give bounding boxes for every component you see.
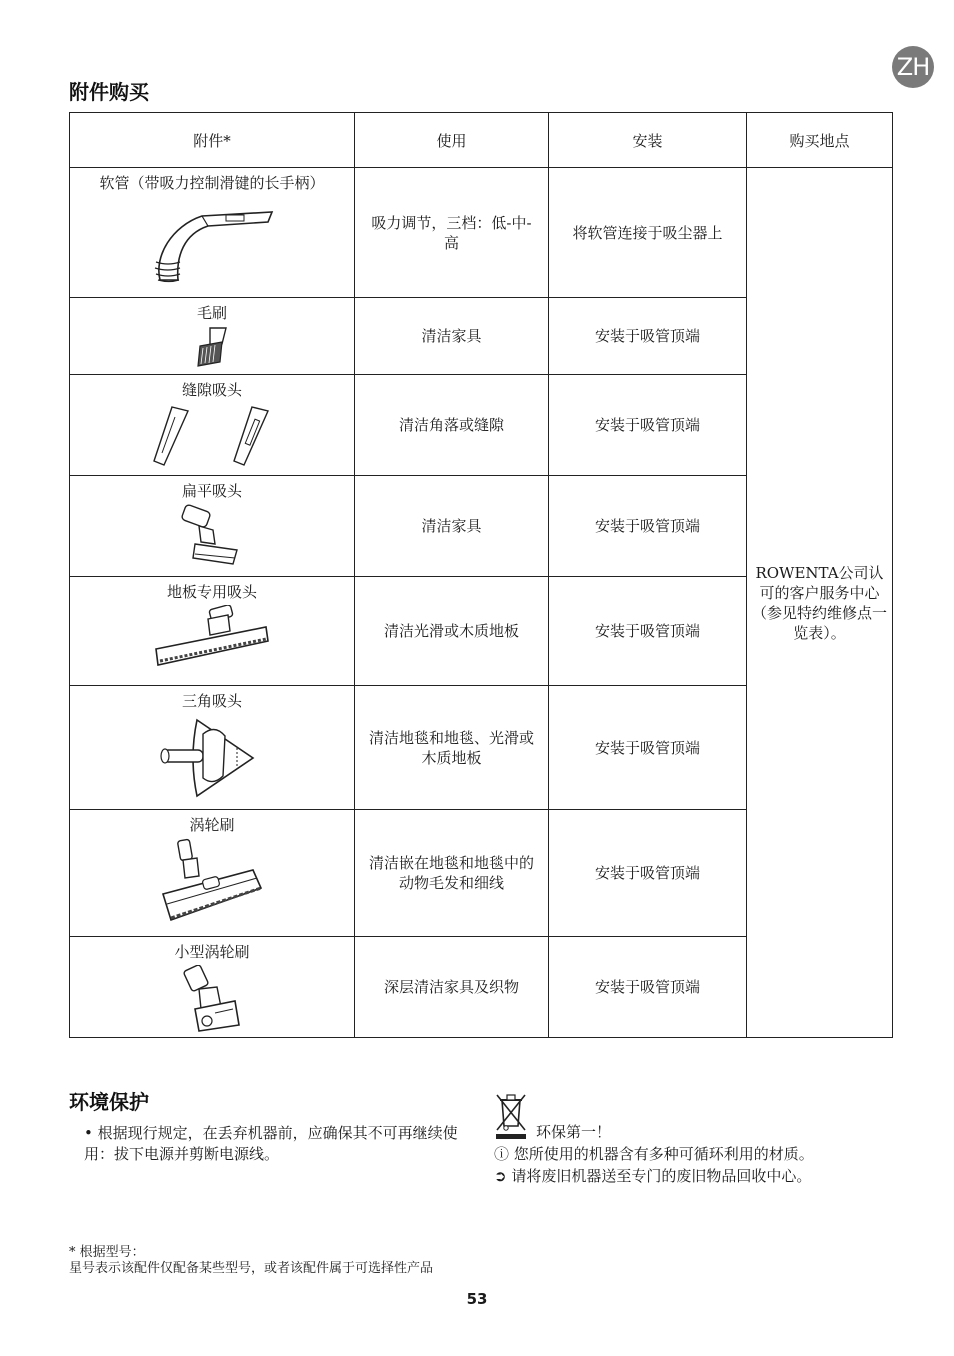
header-install: 安装 (549, 113, 747, 168)
install-cell: 安装于吸管顶端 (549, 686, 747, 810)
turbo-brush-icon (157, 838, 267, 928)
header-use: 使用 (355, 113, 549, 168)
accessory-name: 缝隙吸头 (181, 381, 242, 399)
use-cell: 清洁角落或缝隙 (355, 375, 549, 476)
use-cell: 清洁家具 (355, 298, 549, 375)
use-cell: 清洁地毯和地毯、光滑或木质地板 (355, 686, 549, 810)
accessory-name: 涡轮刷 (189, 816, 235, 834)
accessory-cell (70, 476, 355, 577)
crevice-tool-icon (142, 403, 282, 469)
footnote-line-1: * 根据型号： (69, 1245, 145, 1260)
footnote-line-2: 星号表示该配件仅配备某些型号，或者该配件属于可选择性产品 (69, 1261, 434, 1276)
accessory-cell (70, 810, 355, 937)
install-cell: 安装于吸管顶端 (549, 298, 747, 375)
use-cell: 清洁嵌在地毯和地毯中的动物毛发和细线 (355, 810, 549, 937)
accessory-name: 三角吸头 (181, 692, 242, 710)
buy-location-cell: ROWENTA公司认可的客户服务中心（参见特约维修点一览表）。 (747, 168, 893, 1038)
weee-crossed-bin-icon (494, 1092, 528, 1140)
header-buy-location: 购买地点 (747, 113, 893, 168)
table-header-row (70, 113, 893, 168)
use-cell: 清洁家具 (355, 476, 549, 577)
header-accessory: 附件* (70, 113, 355, 168)
page-number: 53 (466, 1290, 488, 1308)
language-badge: ZH (892, 46, 934, 88)
accessory-cell (70, 937, 355, 1038)
accessory-table (69, 112, 893, 1038)
arrow-right-icon: ➲ (494, 1167, 507, 1185)
footnote (69, 1245, 433, 1277)
install-cell: 将软管连接于吸尘器上 (549, 168, 747, 298)
environment-instruction: • 根据现行规定，在丢弃机器前，应确保其不可再继续使用：拔下电源并剪断电源线。 (84, 1124, 458, 1163)
recycling-center-line: ➲ 请将废旧机器送至专门的废旧物品回收中心。 (494, 1167, 812, 1185)
accessory-cell (70, 375, 355, 476)
accessory-name: 毛刷 (196, 304, 227, 322)
install-cell: 安装于吸管顶端 (549, 577, 747, 686)
accessory-cell (70, 298, 355, 375)
accessory-name: 扁平吸头 (181, 482, 242, 500)
accessory-name: 地板专用吸头 (166, 583, 257, 601)
use-cell: 清洁光滑或木质地板 (355, 577, 549, 686)
accessory-cell (70, 577, 355, 686)
accessory-cell (70, 168, 355, 298)
environment-headline: 环保第一！ (536, 1123, 612, 1141)
hose-with-handle-icon (142, 196, 282, 284)
info-icon: ⓘ (494, 1145, 510, 1163)
accessory-name: 软管（带吸力控制滑键的长手柄） (99, 174, 325, 192)
install-cell: 安装于吸管顶端 (549, 937, 747, 1038)
upholstery-nozzle-icon (177, 504, 247, 570)
parquet-brush-icon (150, 605, 274, 671)
environment-section-title: 环境保护 (69, 1090, 149, 1114)
dusting-brush-icon (192, 326, 232, 368)
install-cell: 安装于吸管顶端 (549, 476, 747, 577)
triangular-nozzle-icon (157, 714, 267, 800)
accessory-name: 小型涡轮刷 (174, 943, 250, 961)
accessory-section-title: 附件购买 (69, 80, 149, 104)
install-cell: 安装于吸管顶端 (549, 375, 747, 476)
accessory-cell (70, 686, 355, 810)
install-cell: 安装于吸管顶端 (549, 810, 747, 937)
table-row (70, 168, 893, 298)
use-cell: 深层清洁家具及织物 (355, 937, 549, 1038)
use-cell: 吸力调节，三档：低-中-高 (355, 168, 549, 298)
recyclable-materials-line: ⓘ 您所使用的机器含有多种可循环利用的材质。 (494, 1145, 814, 1163)
mini-turbo-brush-icon (177, 965, 247, 1035)
